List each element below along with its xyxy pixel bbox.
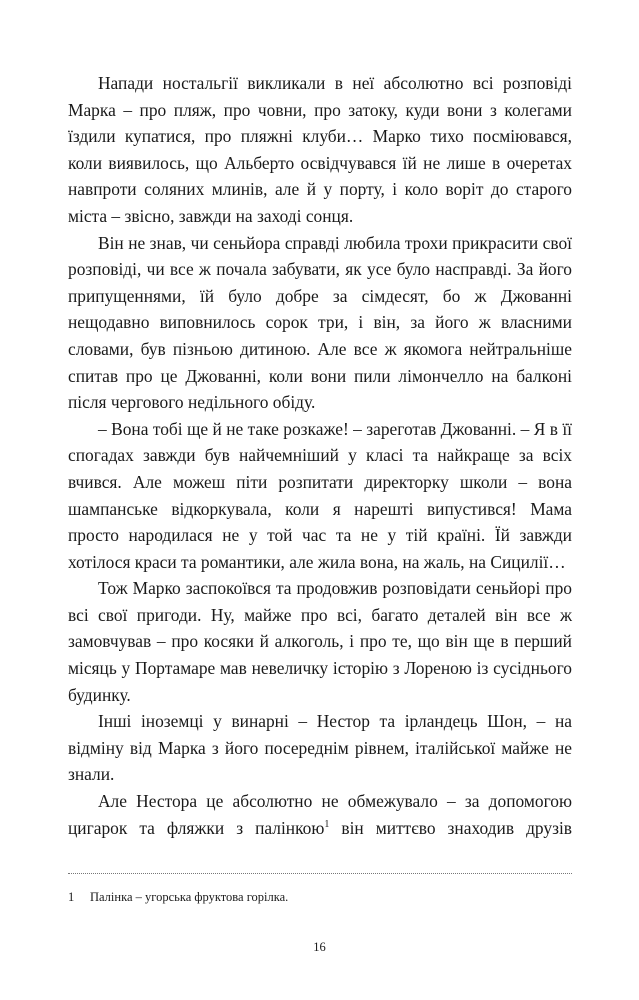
footnote-separator <box>68 873 572 874</box>
paragraph-3: – Вона тобі ще й не таке розкаже! – зареготав Джованні. – Я в її спогадах завжди був найчемніший у класі та найкраще за всіх вчився. Але можеш піти розпитати директорку школи – вона шампанське відкоркувала, коли я нарешті випустився! Мама просто народилася не у той час та не у тій країні. Їй завжди хотілося краси та романтики, але жила вона, на жаль, на Сицилії… <box>68 418 572 572</box>
paragraph-6-start: Але Нестора це абсолютно не обмежувало – за допомогою цигарок та фляжки з палінкою <box>68 791 572 838</box>
paragraph-6-end: він миттєво знаходив друзів <box>329 817 572 838</box>
paragraph-5: Інші іноземці у винарні – Нестор та ірландець Шон, – на відміну від Марка з його посереднім рівнем, італійської майже не знали. <box>68 711 572 785</box>
footnote-reference[interactable]: 1 <box>324 818 330 830</box>
paragraph-1: Напади ностальгії викликали в неї абсолютно всі розповіді Марка – про пляж, про човни, про затоку, куди вони з колегами їздили купатися, про пляжні клуби… Марко тихо посміювався, коли виявилось, що Альберто освідчувався їй не лише в очеретах навпроти соляних млинів, але й у порту, і коло воріт до старого міста – звісно, завжди на заході сонця. <box>68 73 572 226</box>
page-number: 16 <box>313 940 326 954</box>
body-text <box>68 70 572 841</box>
paragraph-4: Тож Марко заспокоївся та продовжив розповідати сеньйорі про всі свої пригоди. Ну, майже про всі, багато деталей він все ж замовчував – про косяки й алкоголь, і про те, що він ще в перший місяць у Портамаре мав невеличку історію з Лореною із сусіднього будинку. <box>68 578 572 705</box>
paragraph-2: Він не знав, чи сеньйора справді любила трохи прикрасити свої розповіді, чи все ж почала забувати, як усе було насправді. За його припущеннями, їй було добре за сімдесят, бо ж Джованні нещодавно виповнилось сорок три, і він, за його ж власними словами, був пізньою дитиною. Але все ж якомога нейтральніше спитав про це Джованні, коли вони пили лімончелло на балконі після чергового недільного обіду. <box>68 232 572 413</box>
footnote <box>68 888 572 906</box>
footnote-number: 1 <box>68 890 75 904</box>
footnote-text: Палінка – угорська фруктова горілка. <box>90 890 289 904</box>
paragraph-6 <box>68 788 572 841</box>
